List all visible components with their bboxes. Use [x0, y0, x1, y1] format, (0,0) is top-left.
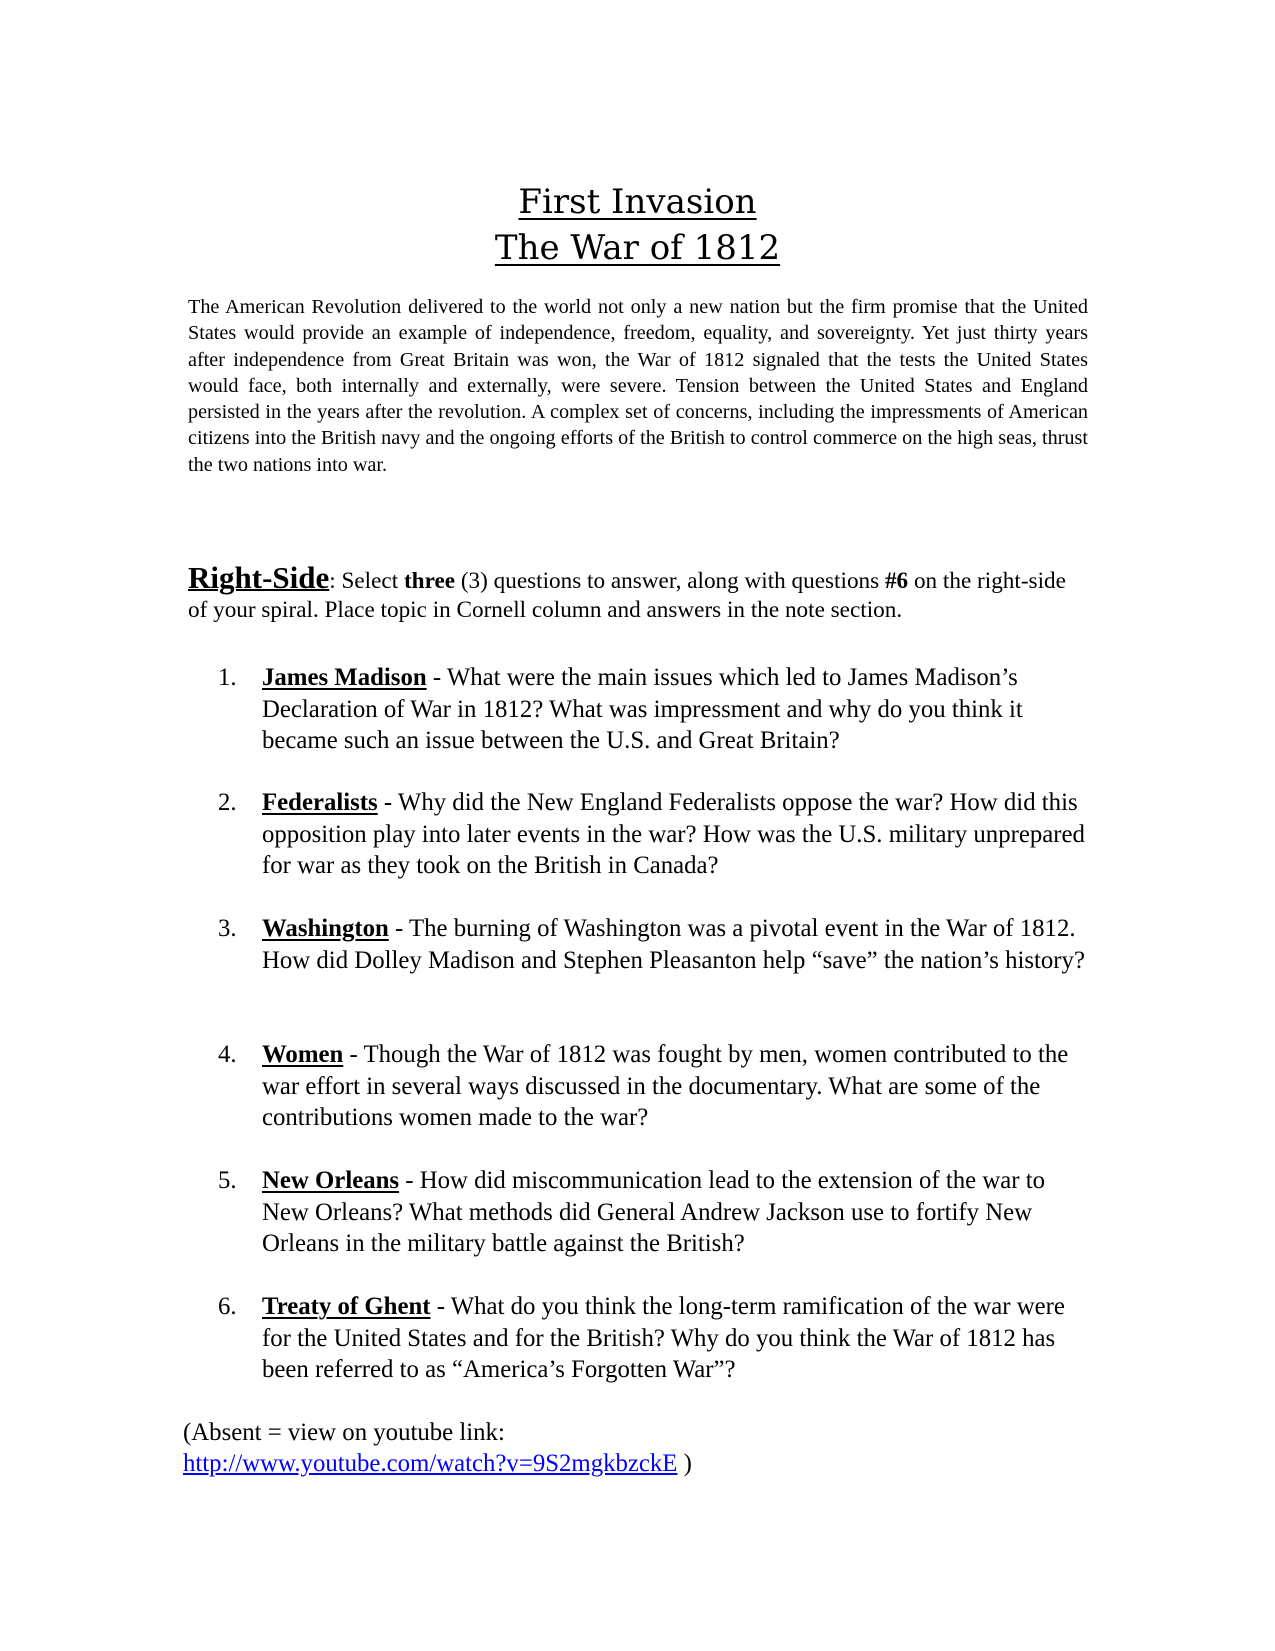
intro-paragraph: The American Revolution delivered to the world not only a new nation but the firm promise that the United States would provide an example of independence, freedom, equality, and sovereignty. Yet just thirty years after independence from Great Britain was won, the War of 1812 signaled that the tests the United States would face, both internally and externally, were severe. Tension between the United States and England persisted in the years after the revolution. A complex set of concerns, including the impressments of American citizens into the British navy and the ongoing efforts of the British to control commerce on the high seas, thrust the two nations into war. [188, 296, 1088, 476]
youtube-link[interactable]: http://www.youtube.com/watch?v=9S2mgkbzckE [183, 1450, 678, 1477]
question-item [218, 1039, 1098, 1134]
instructions-bold-question-number: #6 [884, 568, 909, 594]
question-topic: Women [262, 1041, 344, 1068]
question-number: 3. [218, 915, 237, 942]
document-title: First Invasion [518, 182, 757, 222]
question-number: 4. [218, 1041, 237, 1068]
question-number: 5. [218, 1167, 237, 1194]
question-number: 1. [218, 664, 237, 691]
absent-prefix: (Absent = view on youtube link: [183, 1419, 505, 1446]
question-item [218, 787, 1098, 882]
question-item [218, 1165, 1098, 1260]
question-text: - How did miscommunication lead to the extension of the war to New Orleans? What methods did General Andrew Jackson use to fortify New Orleans in the military battle against the British? [262, 1167, 1046, 1257]
question-text: - Though the War of 1812 was fought by men, women contributed to the war effort in several ways discussed in the documentary. What are some of the contributions women made to the war? [262, 1041, 1069, 1131]
instructions-bold-three: three [403, 568, 456, 594]
question-topic: James Madison [262, 664, 427, 691]
question-topic: Federalists [262, 789, 378, 816]
question-number: 2. [218, 789, 237, 816]
question-text: - What were the main issues which led to James Madison’s Declaration of War in 1812? What was impressment and why do you think it became such an issue between the U.S. and Great Britain? [262, 664, 1023, 754]
absent-suffix: ) [677, 1450, 692, 1477]
document-subtitle: The War of 1812 [494, 228, 781, 268]
absent-note [183, 1417, 692, 1479]
question-topic: New Orleans [262, 1167, 400, 1194]
question-topic: Treaty of Ghent [262, 1293, 431, 1320]
instructions-text-b: (3) questions to answer, along with questions [455, 568, 885, 594]
right-side-heading: Right-Side [188, 560, 330, 595]
question-text: - What do you think the long-term ramification of the war were for the United States and for the British? Why do you think the War of 1812 has been referred to as “America’s Forgotten War”? [262, 1293, 1065, 1383]
instructions-text-a: : Select [329, 568, 404, 594]
question-topic: Washington [262, 915, 389, 942]
instructions-text-c: on the right-side of your spiral. Place topic in Cornell column and answers in the note section. [188, 568, 1066, 623]
question-text: - Why did the New England Federalists oppose the war? How did this opposition play into later events in the war? How was the U.S. military unprepared for war as they took on the British in Canada? [262, 789, 1085, 879]
question-number: 6. [218, 1293, 237, 1320]
question-item [218, 662, 1098, 757]
question-text: - The burning of Washington was a pivotal event in the War of 1812. How did Dolley Madison and Stephen Pleasanton help “save” the nation’s history? [262, 915, 1085, 974]
right-side-instructions [188, 560, 1088, 625]
question-item [218, 913, 1098, 976]
question-item [218, 1291, 1098, 1386]
